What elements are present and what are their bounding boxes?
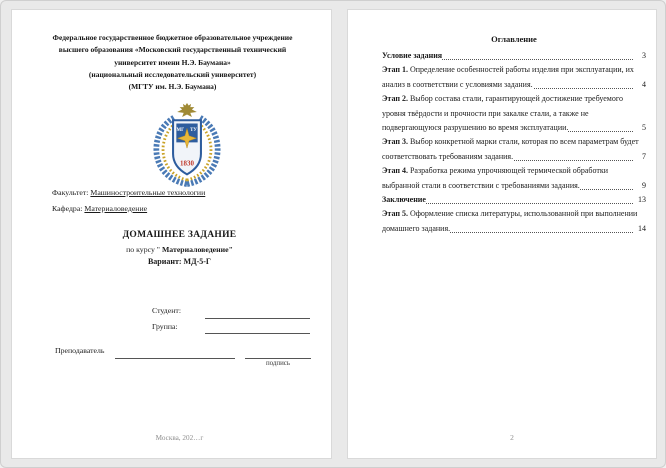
student-label: Студент: [152, 306, 181, 315]
toc-entry-page: 3 [639, 49, 646, 63]
toc-entry-text: Этап 3. Выбор конкретной марки стали, которая по всем параметрам будет соответствовать требованиям задания. [382, 137, 639, 161]
student-row [12, 306, 333, 319]
group-row [12, 322, 333, 334]
faculty-label: Факультет: [52, 188, 89, 197]
toc-entry-text: Этап 1. Определение особенностей работы изделия при эксплуатации, их анализ в соответствии с условиями задания. [382, 65, 634, 89]
toc-entry-page: 14 [635, 222, 646, 236]
department-label: Кафедра: [52, 204, 83, 213]
toc-entry-page: 9 [639, 179, 646, 193]
toc-entry-page: 4 [639, 78, 646, 92]
toc-title: Оглавление [491, 34, 537, 44]
emblem-letters-left: МГ [176, 127, 185, 133]
teacher-label: Преподаватель [55, 346, 105, 355]
toc-entry[interactable] [382, 63, 646, 92]
assignment-title: ДОМАШНЕЕ ЗАДАНИЕ [122, 230, 237, 240]
university-emblem [146, 101, 228, 187]
course-prefix: по курсу " [126, 245, 162, 254]
toc-page[interactable] [347, 9, 657, 459]
university-header [32, 32, 313, 93]
bauman-emblem-graphic [146, 101, 228, 187]
toc-list [382, 49, 646, 236]
department-line [52, 204, 147, 213]
teacher-row [12, 346, 333, 359]
signature-blank-line [245, 346, 311, 359]
student-blank-line [205, 306, 310, 319]
city-year-footer: Москва, 202…г [155, 434, 204, 442]
toc-entry[interactable] [382, 193, 646, 207]
header-line: (национальный исследовательский университет) [88, 69, 257, 79]
toc-entry-page: 13 [635, 193, 646, 207]
emblem-letters-right: ТУ [190, 127, 197, 133]
group-blank-line [205, 322, 310, 334]
toc-entry-page: 5 [639, 121, 646, 135]
toc-entry-text: Заключение [382, 195, 426, 205]
faculty-line [52, 188, 205, 197]
course-line [32, 245, 327, 254]
teacher-blank-line [115, 346, 235, 359]
header-line: университет имени Н.Э. Баумана» [114, 57, 231, 67]
toc-entry-text: Условие задания [382, 51, 443, 60]
header-line: (МГТУ им. Н.Э. Баумана) [128, 82, 217, 92]
group-label: Группа: [152, 322, 178, 331]
department-value: Материаловедение [84, 204, 148, 213]
eagle-icon [177, 103, 197, 117]
toc-entry-text: Этап 2. Выбор состава стали, гарантирующей достижение требуемого уровня твёрдости и прочности при закалке стали, а также не подвергающуюся разрушению во время эксплуатации. [382, 94, 623, 133]
course-name: Материаловедение" [161, 245, 233, 254]
toc-entry[interactable] [382, 207, 646, 236]
toc-entry[interactable] [382, 49, 646, 63]
faculty-value: Машиностроительные технологии [90, 188, 206, 197]
signature-label: подпись [265, 360, 291, 367]
header-line: высшего образования «Московский государственный технический [58, 45, 287, 55]
toc-entry-text: Этап 5. Оформление списка литературы, использованной при выполнении домашнего задания. [382, 209, 638, 233]
emblem-year: 1830 [180, 159, 194, 168]
page-number: 2 [510, 433, 514, 442]
header-line: Федеральное государственное бюджетное образовательное учреждение [52, 33, 293, 42]
toc-entry[interactable] [382, 164, 646, 193]
title-page[interactable] [11, 9, 332, 459]
toc-entry[interactable] [382, 135, 646, 164]
variant-line: Вариант: МД-5-Г [147, 257, 212, 266]
toc-entry-text: Этап 4. Разработка режима упрочняющей термической обработки выбранной стали в соответствии с требованиями задания. [382, 166, 609, 190]
toc-entry-page: 7 [639, 150, 646, 164]
toc-entry[interactable] [382, 92, 646, 135]
